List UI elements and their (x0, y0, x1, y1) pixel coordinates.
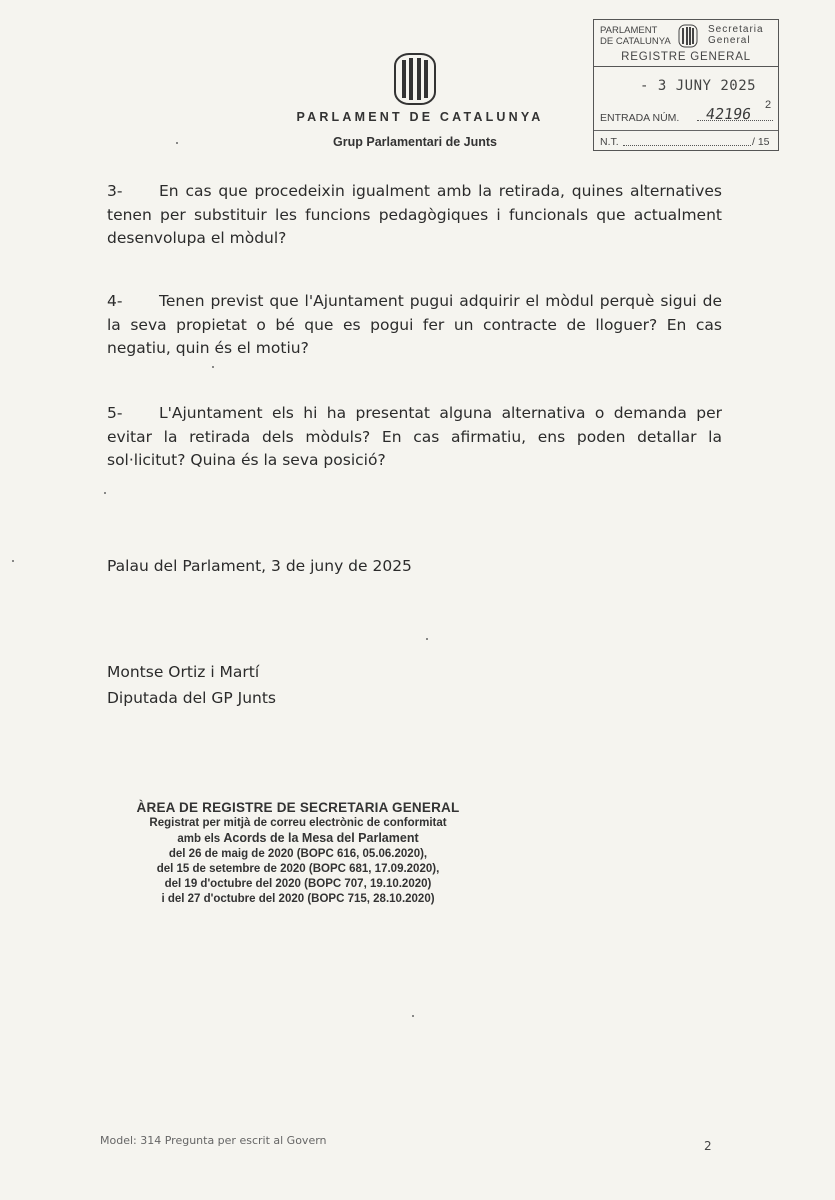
parliament-emblem-icon (393, 52, 437, 106)
stamp-registry-title: REGISTRE GENERAL (621, 51, 751, 63)
question-text: Tenen previst que l'Ajuntament pugui adquirir el mòdul perquè sigui de la seva propietat o bé que es pogui fer un contracte de lloguer? En cas negatiu, quin és el motiu? (107, 292, 722, 357)
scan-speck (176, 142, 178, 144)
question-number: 3- (107, 182, 123, 200)
signer-role: Diputada del GP Junts (107, 689, 277, 707)
parliament-title: PARLAMENT DE CATALUNYA (296, 110, 544, 124)
registry-line: amb els Acords de la Mesa del Parlament (177, 831, 419, 845)
footer-model: Model: 314 Pregunta per escrit al Govern (100, 1134, 327, 1147)
scan-speck (412, 1015, 414, 1017)
question-text: L'Ajuntament els hi ha presentat alguna alternativa o demanda per evitar la retirada dels mòduls? En cas afirmatiu, ens poden detallar la sol·licitut? Quina és la seva posició? (107, 404, 722, 469)
scan-speck (426, 638, 428, 640)
stamp-nt-dots (623, 145, 751, 146)
question-number: 4- (107, 292, 123, 310)
registry-line: del 19 d'octubre del 2020 (BOPC 707, 19.10.2020) (164, 878, 432, 890)
stamp-divider-bottom (594, 130, 778, 131)
page-number: 2 (704, 1139, 712, 1153)
scan-speck (212, 366, 214, 368)
registry-note (118, 799, 478, 907)
stamp-parliament-name: PARLAMENT DE CATALUNYA (600, 25, 671, 47)
registry-stamp (593, 19, 779, 151)
scan-speck (104, 492, 106, 494)
stamp-entry-label: ENTRADA NÚM. (600, 112, 680, 124)
group-title: Grup Parlamentari de Junts (333, 135, 497, 149)
registry-line: del 15 de setembre de 2020 (BOPC 681, 17.09.2020), (156, 863, 440, 875)
question-5 (107, 402, 722, 473)
question-text: En cas que procedeixin igualment amb la retirada, quines alternatives tenen per substituir les funcions pedagògiques i funcionals que actualment desenvolupa el mòdul? (107, 182, 722, 247)
question-number: 5- (107, 404, 123, 422)
registry-acords-bold: Acords de la Mesa del Parlament (223, 831, 419, 845)
registry-line: Registrat per mitjà de correu electrònic de conformitat (149, 817, 447, 829)
registry-line: i del 27 d'octubre del 2020 (BOPC 715, 28.10.2020) (161, 893, 435, 905)
signer-name: Montse Ortiz i Martí (107, 663, 260, 681)
stamp-divider (594, 66, 778, 67)
scan-speck (12, 560, 14, 562)
stamp-page-total: / 15 (752, 136, 770, 148)
question-3 (107, 180, 722, 251)
stamp-entry-number: 42196 (704, 105, 753, 123)
registry-heading: ÀREA DE REGISTRE DE SECRETARIA GENERAL (136, 800, 460, 815)
stamp-date: - 3 JUNY 2025 (640, 78, 757, 94)
place-date: Palau del Parlament, 3 de juny de 2025 (107, 557, 412, 575)
question-4 (107, 290, 722, 361)
stamp-entry-superscript: 2 (765, 99, 772, 111)
registry-line: del 26 de maig de 2020 (BOPC 616, 05.06.2020), (168, 848, 428, 860)
stamp-emblem-icon (678, 24, 698, 48)
stamp-secretaria: Secretaria General (708, 24, 764, 46)
stamp-nt-label: N.T. (600, 136, 619, 148)
